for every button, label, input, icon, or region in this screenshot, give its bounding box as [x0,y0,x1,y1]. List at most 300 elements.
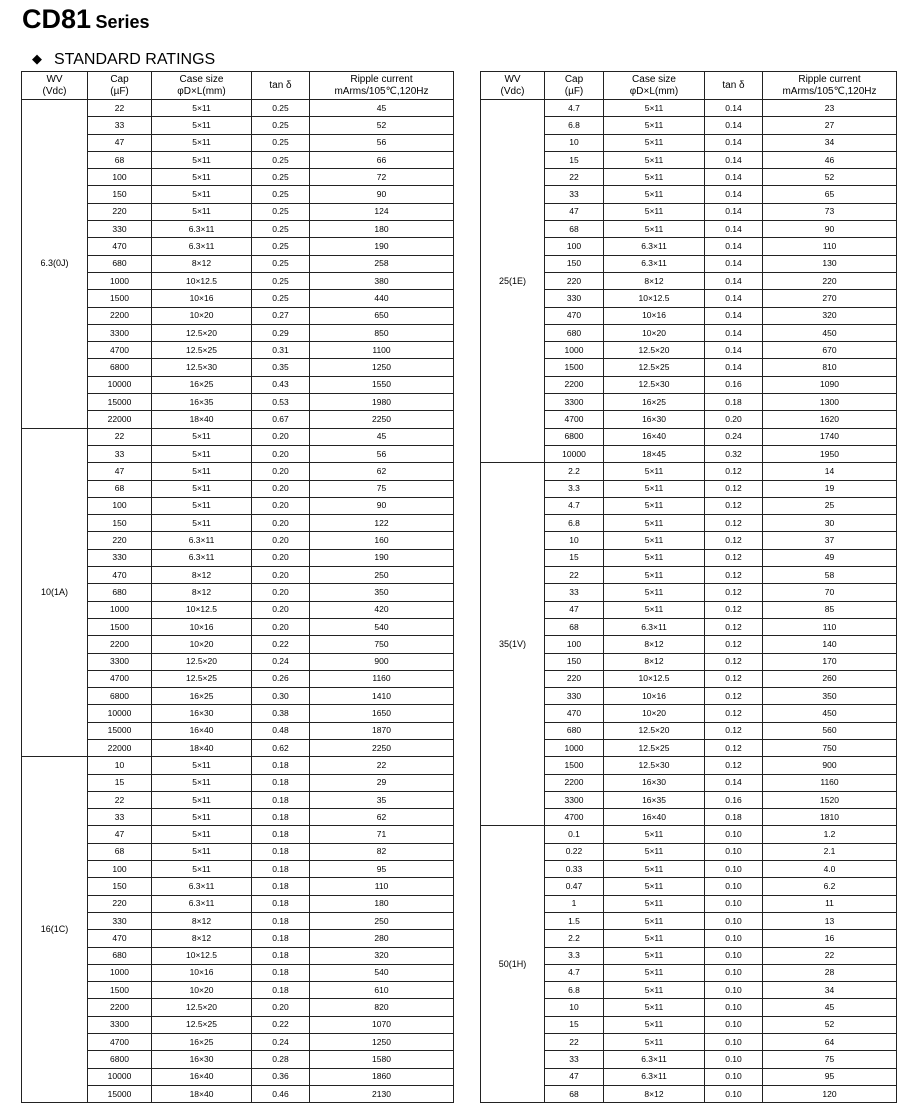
cap-cell: 680 [88,255,152,272]
ripple-current-cell: 22 [763,947,897,964]
tan-delta-cell: 0.25 [252,272,310,289]
cap-cell: 0.22 [545,843,604,860]
ripple-current-cell: 25 [763,497,897,514]
case-size-cell: 5×11 [604,515,705,532]
cap-cell: 15000 [88,394,152,411]
tan-delta-cell: 0.12 [705,567,763,584]
ripple-current-cell: 85 [763,601,897,618]
tan-delta-cell: 0.25 [252,186,310,203]
cap-cell: 0.47 [545,878,604,895]
ripple-current-cell: 1810 [763,809,897,826]
ripple-current-cell: 320 [310,947,454,964]
tan-delta-cell: 0.10 [705,1068,763,1085]
case-size-cell: 5×11 [604,999,705,1016]
ripple-current-cell: 72 [310,169,454,186]
case-size-cell: 5×11 [604,1034,705,1051]
ripple-current-cell: 258 [310,255,454,272]
ripple-current-cell: 650 [310,307,454,324]
tan-delta-cell: 0.18 [252,861,310,878]
tan-delta-cell: 0.18 [252,912,310,929]
case-size-cell: 6.3×11 [604,255,705,272]
ripple-current-cell: 350 [763,688,897,705]
ripple-current-cell: 4.0 [763,861,897,878]
case-size-cell: 5×11 [604,463,705,480]
case-size-cell: 5×11 [604,982,705,999]
tan-delta-cell: 0.18 [252,843,310,860]
case-size-cell: 16×30 [152,705,252,722]
ripple-current-cell: 1300 [763,394,897,411]
cap-cell: 4700 [88,670,152,687]
tan-delta-cell: 0.12 [705,532,763,549]
ripple-current-cell: 900 [763,757,897,774]
cap-cell: 22 [88,100,152,117]
case-size-cell: 5×11 [604,497,705,514]
ripple-current-cell: 1860 [310,1068,454,1085]
tan-delta-cell: 0.22 [252,636,310,653]
ratings-table-right [480,71,897,1103]
cap-cell: 680 [88,584,152,601]
ripple-current-cell: 140 [763,636,897,653]
case-size-cell: 16×35 [604,791,705,808]
tan-delta-cell: 0.10 [705,843,763,860]
diamond-bullet-icon: ◆ [32,51,42,66]
cap-cell: 6800 [545,428,604,445]
ripple-current-cell: 110 [763,618,897,635]
case-size-cell: 12.5×25 [604,359,705,376]
wv-cell: 6.3(0J) [22,100,88,429]
cap-cell: 330 [88,221,152,238]
cap-cell: 3300 [88,324,152,341]
case-size-cell: 8×12 [152,930,252,947]
tan-delta-cell: 0.20 [252,532,310,549]
ripple-current-cell: 1090 [763,376,897,393]
cap-cell: 0.1 [545,826,604,843]
cap-cell: 33 [545,584,604,601]
cap-cell: 47 [545,601,604,618]
cap-cell: 1000 [88,272,152,289]
cap-cell: 6.8 [545,515,604,532]
tan-delta-cell: 0.29 [252,324,310,341]
cap-cell: 33 [88,445,152,462]
cap-cell: 68 [88,151,152,168]
ripple-current-cell: 2.1 [763,843,897,860]
table-row [22,100,454,117]
tan-delta-cell: 0.10 [705,878,763,895]
tan-delta-cell: 0.12 [705,497,763,514]
tan-delta-cell: 0.12 [705,739,763,756]
case-size-cell: 12.5×30 [152,359,252,376]
ripple-current-cell: 35 [310,791,454,808]
cap-cell: 33 [88,809,152,826]
ripple-current-cell: 670 [763,342,897,359]
ripple-current-cell: 14 [763,463,897,480]
case-size-cell: 8×12 [604,653,705,670]
ripple-current-cell: 56 [310,445,454,462]
cap-cell: 22 [88,428,152,445]
tan-delta-cell: 0.10 [705,1016,763,1033]
ripple-current-cell: 180 [310,221,454,238]
tan-delta-cell: 0.18 [252,982,310,999]
case-size-cell: 12.5×25 [152,342,252,359]
cap-cell: 4700 [545,411,604,428]
tan-delta-cell: 0.12 [705,480,763,497]
tan-delta-cell: 0.14 [705,255,763,272]
tan-delta-cell: 0.53 [252,394,310,411]
ripple-current-cell: 58 [763,567,897,584]
tan-delta-cell: 0.20 [252,601,310,618]
tan-delta-cell: 0.67 [252,411,310,428]
tan-delta-cell: 0.18 [252,895,310,912]
case-size-cell: 6.3×11 [604,618,705,635]
ripple-current-cell: 850 [310,324,454,341]
case-size-cell: 5×11 [152,463,252,480]
tan-delta-cell: 0.32 [705,445,763,462]
case-size-cell: 5×11 [604,912,705,929]
cap-cell: 1000 [88,964,152,981]
ripple-current-cell: 320 [763,307,897,324]
cap-cell: 68 [545,1085,604,1102]
header-case-size: Case size φD×L(mm) [604,72,705,100]
tan-delta-cell: 0.12 [705,688,763,705]
cap-cell: 4700 [88,1034,152,1051]
case-size-cell: 5×11 [604,947,705,964]
tan-delta-cell: 0.12 [705,653,763,670]
tan-delta-cell: 0.16 [705,791,763,808]
case-size-cell: 5×11 [604,1016,705,1033]
case-size-cell: 12.5×20 [152,653,252,670]
cap-cell: 22 [545,567,604,584]
case-size-cell: 12.5×30 [604,376,705,393]
ripple-current-cell: 45 [763,999,897,1016]
cap-cell: 4.7 [545,497,604,514]
tan-delta-cell: 0.14 [705,290,763,307]
tan-delta-cell: 0.18 [252,757,310,774]
cap-cell: 4700 [88,342,152,359]
cap-cell: 22000 [88,739,152,756]
tan-delta-cell: 0.12 [705,515,763,532]
wv-cell: 50(1H) [481,826,545,1103]
table-body [481,100,897,1103]
tan-delta-cell: 0.20 [252,567,310,584]
case-size-cell: 6.3×11 [152,895,252,912]
ripple-current-cell: 95 [310,861,454,878]
table-row [22,428,454,445]
header-tan-delta: tan δ [705,72,763,100]
tan-delta-cell: 0.25 [252,255,310,272]
tan-delta-cell: 0.46 [252,1085,310,1102]
cap-cell: 470 [88,238,152,255]
case-size-cell: 10×16 [152,290,252,307]
case-size-cell: 6.3×11 [152,221,252,238]
table-header [22,72,454,100]
header-case-size: Case size φD×L(mm) [152,72,252,100]
case-size-cell: 5×11 [604,861,705,878]
tan-delta-cell: 0.12 [705,722,763,739]
case-size-cell: 10×16 [152,618,252,635]
tan-delta-cell: 0.14 [705,186,763,203]
cap-cell: 22 [545,169,604,186]
tan-delta-cell: 0.14 [705,169,763,186]
cap-cell: 10000 [88,1068,152,1085]
ripple-current-cell: 122 [310,515,454,532]
table-row [481,100,897,117]
tan-delta-cell: 0.10 [705,861,763,878]
tan-delta-cell: 0.20 [252,584,310,601]
ripple-current-cell: 56 [310,134,454,151]
ripple-current-cell: 750 [310,636,454,653]
ripple-current-cell: 540 [310,618,454,635]
tan-delta-cell: 0.10 [705,982,763,999]
ripple-current-cell: 560 [763,722,897,739]
wv-cell: 25(1E) [481,100,545,463]
case-size-cell: 5×11 [152,100,252,117]
tan-delta-cell: 0.62 [252,739,310,756]
case-size-cell: 5×11 [604,584,705,601]
cap-cell: 10 [545,134,604,151]
cap-cell: 15 [88,774,152,791]
case-size-cell: 16×25 [604,394,705,411]
tan-delta-cell: 0.25 [252,169,310,186]
header-tan-delta: tan δ [252,72,310,100]
ripple-current-cell: 64 [763,1034,897,1051]
cap-cell: 2200 [545,376,604,393]
case-size-cell: 5×11 [604,151,705,168]
tan-delta-cell: 0.14 [705,151,763,168]
ripple-current-cell: 2250 [310,739,454,756]
case-size-cell: 5×11 [152,774,252,791]
cap-cell: 100 [88,497,152,514]
tan-delta-cell: 0.14 [705,342,763,359]
case-size-cell: 8×12 [604,636,705,653]
tan-delta-cell: 0.20 [252,618,310,635]
tan-delta-cell: 0.10 [705,1051,763,1068]
tan-delta-cell: 0.28 [252,1051,310,1068]
cap-cell: 100 [545,238,604,255]
ripple-current-cell: 380 [310,272,454,289]
cap-cell: 2.2 [545,463,604,480]
cap-cell: 4.7 [545,100,604,117]
tan-delta-cell: 0.20 [705,411,763,428]
ripple-current-cell: 90 [310,497,454,514]
tan-delta-cell: 0.24 [252,1034,310,1051]
cap-cell: 220 [545,272,604,289]
ratings-table-left [21,71,454,1103]
cap-cell: 470 [545,307,604,324]
cap-cell: 47 [545,203,604,220]
tan-delta-cell: 0.14 [705,774,763,791]
tan-delta-cell: 0.14 [705,359,763,376]
case-size-cell: 16×25 [152,688,252,705]
ripple-current-cell: 34 [763,134,897,151]
table-row [481,826,897,843]
tan-delta-cell: 0.10 [705,930,763,947]
case-size-cell: 16×40 [604,428,705,445]
tan-delta-cell: 0.18 [252,878,310,895]
tan-delta-cell: 0.18 [252,930,310,947]
tan-delta-cell: 0.14 [705,324,763,341]
cap-cell: 470 [88,567,152,584]
table-body [22,100,454,1103]
ripple-current-cell: 750 [763,739,897,756]
ripple-current-cell: 190 [310,549,454,566]
case-size-cell: 5×11 [604,895,705,912]
tan-delta-cell: 0.20 [252,480,310,497]
tan-delta-cell: 0.25 [252,203,310,220]
cap-cell: 4.7 [545,964,604,981]
section-label: STANDARD RATINGS [54,51,216,68]
tan-delta-cell: 0.12 [705,670,763,687]
ripple-current-cell: 1740 [763,428,897,445]
cap-cell: 3300 [545,394,604,411]
cap-cell: 47 [88,826,152,843]
tan-delta-cell: 0.18 [705,394,763,411]
case-size-cell: 10×12.5 [604,670,705,687]
series-suffix: Series [95,12,150,32]
cap-cell: 1500 [545,757,604,774]
case-size-cell: 5×11 [152,861,252,878]
case-size-cell: 5×11 [604,134,705,151]
cap-cell: 330 [545,290,604,307]
ripple-current-cell: 180 [310,895,454,912]
ripple-current-cell: 90 [310,186,454,203]
ripple-current-cell: 1950 [763,445,897,462]
cap-cell: 2200 [88,999,152,1016]
cap-cell: 470 [88,930,152,947]
cap-cell: 330 [88,549,152,566]
ripple-current-cell: 450 [763,705,897,722]
ripple-current-cell: 220 [763,272,897,289]
cap-cell: 3.3 [545,947,604,964]
case-size-cell: 12.5×25 [604,739,705,756]
tan-delta-cell: 0.12 [705,549,763,566]
cap-cell: 15000 [88,1085,152,1102]
case-size-cell: 5×11 [152,445,252,462]
tan-delta-cell: 0.12 [705,618,763,635]
tan-delta-cell: 0.10 [705,947,763,964]
ripple-current-cell: 1100 [310,342,454,359]
ripple-current-cell: 124 [310,203,454,220]
ripple-current-cell: 2130 [310,1085,454,1102]
tan-delta-cell: 0.14 [705,272,763,289]
cap-cell: 15000 [88,722,152,739]
ripple-current-cell: 110 [763,238,897,255]
ripple-current-cell: 260 [763,670,897,687]
wv-cell: 10(1A) [22,428,88,757]
ripple-current-cell: 250 [310,567,454,584]
tan-delta-cell: 0.43 [252,376,310,393]
tan-delta-cell: 0.18 [252,826,310,843]
case-size-cell: 12.5×20 [604,342,705,359]
ripple-current-cell: 820 [310,999,454,1016]
cap-cell: 100 [88,169,152,186]
ripple-current-cell: 75 [763,1051,897,1068]
case-size-cell: 5×11 [604,878,705,895]
cap-cell: 68 [545,618,604,635]
tan-delta-cell: 0.10 [705,1085,763,1102]
header-wv: WV (Vdc) [22,72,88,100]
ripple-current-cell: 62 [310,809,454,826]
cap-cell: 68 [88,480,152,497]
tan-delta-cell: 0.14 [705,100,763,117]
ripple-current-cell: 37 [763,532,897,549]
cap-cell: 68 [88,843,152,860]
ripple-current-cell: 27 [763,117,897,134]
ripple-current-cell: 75 [310,480,454,497]
case-size-cell: 5×11 [604,843,705,860]
cap-cell: 150 [88,186,152,203]
case-size-cell: 6.3×11 [152,532,252,549]
tan-delta-cell: 0.14 [705,134,763,151]
ripple-current-cell: 19 [763,480,897,497]
page-title [22,4,150,35]
cap-cell: 1500 [88,618,152,635]
tan-delta-cell: 0.27 [252,307,310,324]
case-size-cell: 5×11 [604,549,705,566]
ripple-current-cell: 13 [763,912,897,929]
tan-delta-cell: 0.14 [705,117,763,134]
case-size-cell: 5×11 [152,757,252,774]
ripple-current-cell: 1870 [310,722,454,739]
ripple-current-cell: 1650 [310,705,454,722]
ripple-current-cell: 1410 [310,688,454,705]
tan-delta-cell: 0.25 [252,100,310,117]
ripple-current-cell: 82 [310,843,454,860]
case-size-cell: 10×20 [152,307,252,324]
ripple-current-cell: 420 [310,601,454,618]
table-row [481,463,897,480]
case-size-cell: 12.5×25 [152,1016,252,1033]
tan-delta-cell: 0.25 [252,238,310,255]
case-size-cell: 5×11 [152,203,252,220]
case-size-cell: 5×11 [152,497,252,514]
cap-cell: 15 [545,1016,604,1033]
case-size-cell: 5×11 [152,151,252,168]
cap-cell: 1000 [545,342,604,359]
case-size-cell: 5×11 [604,480,705,497]
cap-cell: 150 [545,255,604,272]
case-size-cell: 18×40 [152,411,252,428]
ripple-current-cell: 350 [310,584,454,601]
ripple-current-cell: 1.2 [763,826,897,843]
wv-cell: 16(1C) [22,757,88,1103]
ripple-current-cell: 1620 [763,411,897,428]
case-size-cell: 6.3×11 [152,238,252,255]
section-heading [32,51,215,69]
case-size-cell: 5×11 [604,100,705,117]
tan-delta-cell: 0.31 [252,342,310,359]
ripple-current-cell: 1160 [763,774,897,791]
tan-delta-cell: 0.14 [705,203,763,220]
tan-delta-cell: 0.26 [252,670,310,687]
cap-cell: 0.33 [545,861,604,878]
cap-cell: 22 [545,1034,604,1051]
tan-delta-cell: 0.36 [252,1068,310,1085]
tan-delta-cell: 0.20 [252,497,310,514]
ripple-current-cell: 1520 [763,791,897,808]
tan-delta-cell: 0.10 [705,826,763,843]
ripple-current-cell: 95 [763,1068,897,1085]
ripple-current-cell: 540 [310,964,454,981]
case-size-cell: 5×11 [152,843,252,860]
ripple-current-cell: 1160 [310,670,454,687]
case-size-cell: 16×30 [604,774,705,791]
tan-delta-cell: 0.10 [705,964,763,981]
tan-delta-cell: 0.12 [705,584,763,601]
case-size-cell: 5×11 [604,117,705,134]
cap-cell: 470 [545,705,604,722]
case-size-cell: 5×11 [152,826,252,843]
cap-cell: 15 [545,151,604,168]
